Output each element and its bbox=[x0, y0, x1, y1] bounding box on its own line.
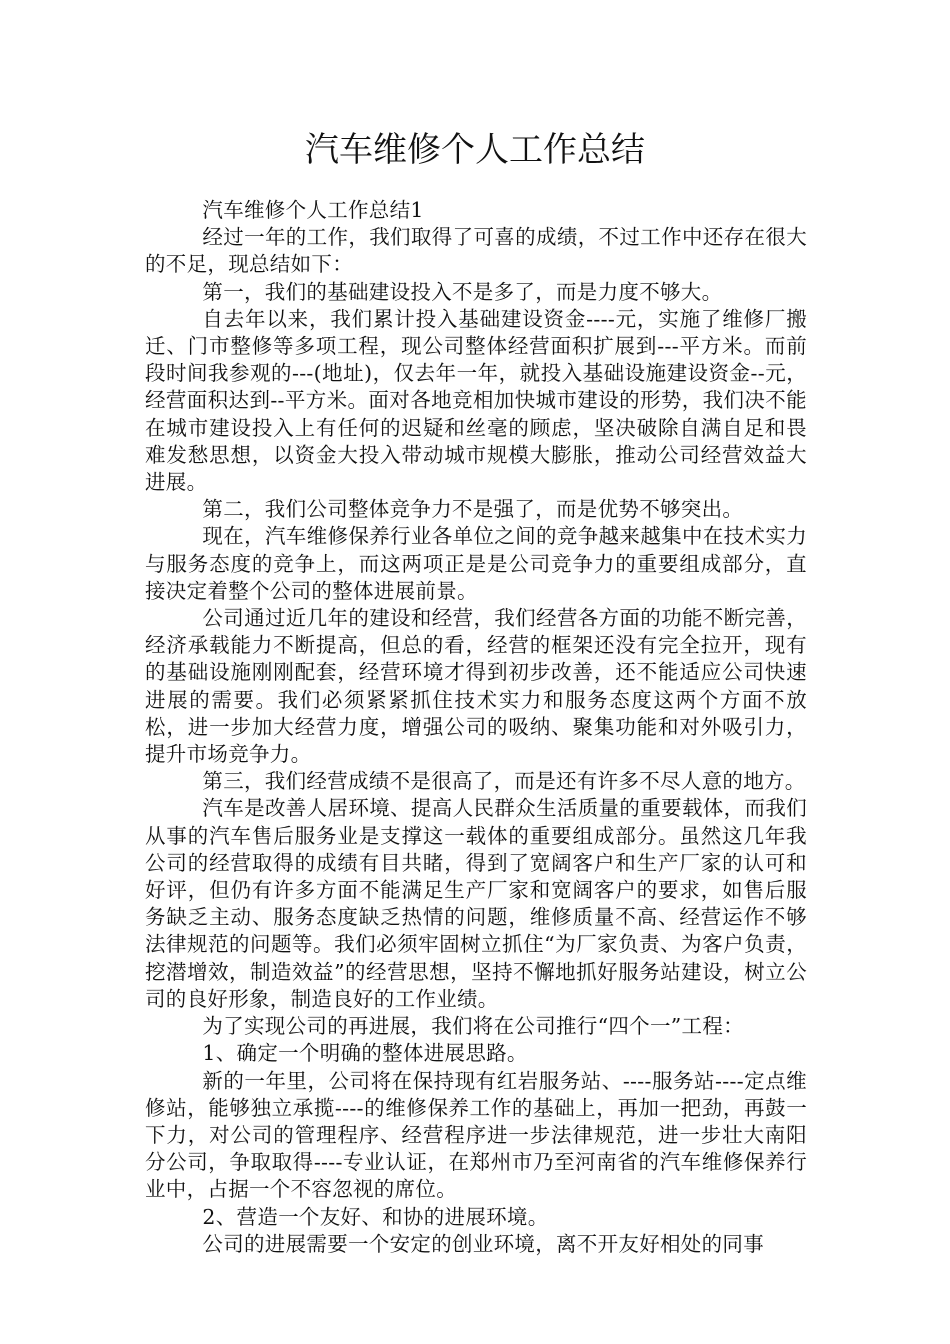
paragraph-item-2: 2、营造一个友好、和协的进展环境。 bbox=[202, 1204, 549, 1229]
paragraph-point-3: 第三，我们经营成绩不是很高了，而是还有许多不尽人意的地方。 bbox=[202, 769, 806, 794]
document-title: 汽车维修个人工作总结 bbox=[305, 130, 645, 170]
paragraph-point-1: 第一，我们的基础建设投入不是多了，而是力度不够大。 bbox=[202, 279, 723, 304]
paragraph-service: 汽车是改善人居环境、提高人民群众生活质量的重要载体，而我们从事的汽车售后服务业是支撑这一载体的重要组成部分。虽然这几年我公司的经营取得的成绩有目共睹，得到了宽阔客户和生产厂家的认可和好评，但仍有许多方面不能满足生产厂家和宽阔客户的要求，如售后服务缺乏主动、服务态度缺乏热情的问题，维修质量不高、经营运作不够法律规范的问题等。我们必须牢固树立抓住“为厂家负责、为客户负责，挖潜增效，制造效益”的经营思想，坚持不懈地抓好服务站建设，树立公司的良好形象，制造良好的工作业绩。 bbox=[145, 796, 807, 1011]
paragraph-heading-1: 汽车维修个人工作总结1 bbox=[202, 198, 424, 222]
paragraph-environment: 公司的进展需要一个安定的创业环境，离不开友好相处的同事 bbox=[202, 1231, 764, 1256]
paragraph-operation: 公司通过近几年的建设和经营，我们经营各方面的功能不断完善，经济承载能力不断提高，但总的看，经营的框架还没有完全拉开，现有的基础设施刚刚配套，经营环境才得到初步改善，还不能适应公司快速进展的需要。我们必须紧紧抓住技术实力和服务态度这两个方面不放松，进一步加大经营力度，增强公司的吸纳、聚集功能和对外吸引力，提升市场竞争力。 bbox=[145, 606, 807, 767]
paragraph-intro: 经过一年的工作，我们取得了可喜的成绩，不过工作中还存在很大的不足，现总结如下： bbox=[145, 225, 807, 277]
paragraph-competition: 现在，汽车维修保养行业各单位之间的竞争越来越集中在技术实力与服务态度的竞争上，而这两项正是是公司竞争力的重要组成部分，直接决定着整个公司的整体进展前景。 bbox=[145, 524, 807, 603]
paragraph-investment: 自去年以来，我们累计投入基础建设资金----元，实施了维修厂搬迁、门市整修等多项工程，现公司整体经营面积扩展到---平方米。而前段时间我参观的---(地址)，仅去年一年，就投入基础设施建设资金--元，经营面积达到--平方米。面对各地竞相加快城市建设的形势，我们决不能在城市建设投入上有任何的迟疑和丝毫的顾虑，坚决破除自满自足和畏难发愁思想，以资金大投入带动城市规模大膨胀，推动公司经营效益大进展。 bbox=[145, 306, 807, 495]
paragraph-new-year: 新的一年里，公司将在保持现有红岩服务站、----服务站----定点维修站，能够独立承揽----的维修保养工作的基础上，再加一把劲，再鼓一下力，对公司的管理程序、经营程序进一步法律规范，进一步壮大南阳分公司，争取取得----专业认证，在郑州市乃至河南省的汽车维修保养行业中，占据一个不容忽视的席位。 bbox=[145, 1068, 807, 1202]
paragraph-point-2: 第二，我们公司整体竞争力不是强了，而是优势不够突出。 bbox=[202, 497, 744, 522]
paragraph-item-1: 1、确定一个明确的整体进展思路。 bbox=[202, 1041, 528, 1066]
paragraph-four-ones: 为了实现公司的再进展，我们将在公司推行“四个一”工程： bbox=[202, 1014, 744, 1039]
document-body bbox=[145, 197, 807, 1258]
